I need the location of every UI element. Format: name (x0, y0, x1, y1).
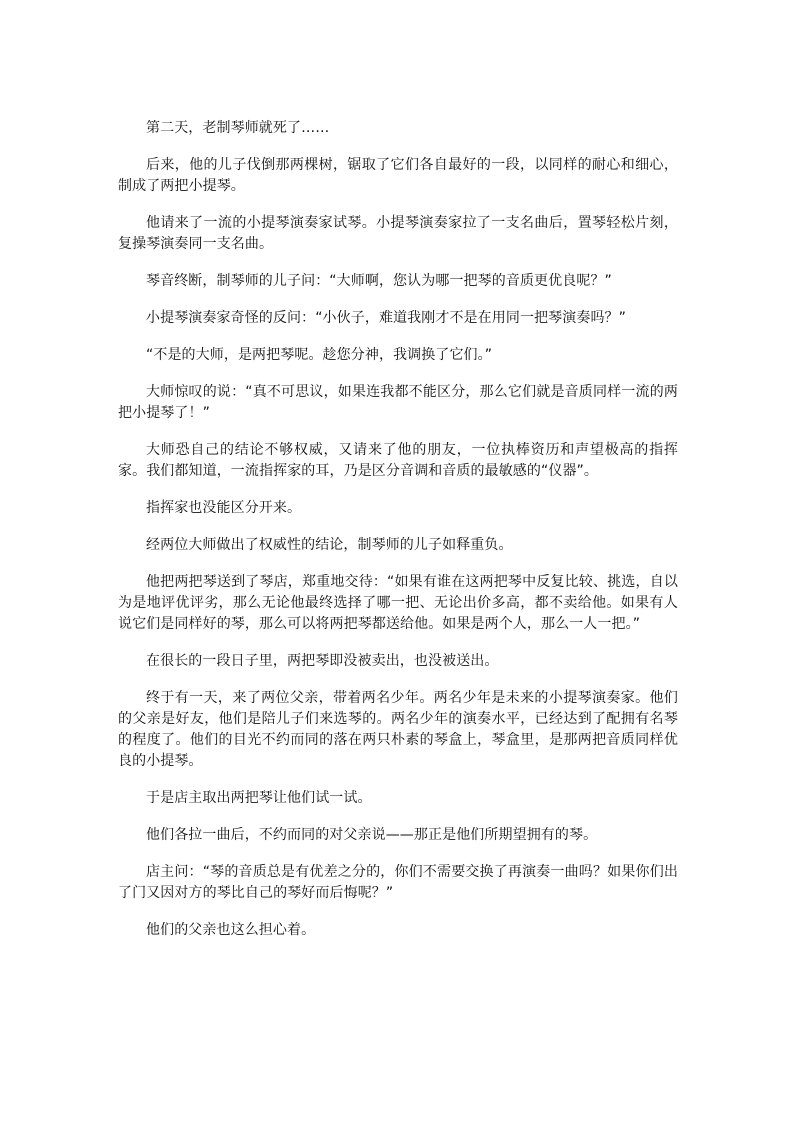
paragraph-1: 第二天，老制琴师就死了…… (146, 120, 330, 136)
paragraph-7: 大师惊叹的说：“真不可思议，如果连我都不能区分，那么它们就是音质同样一流的两把小提琴了！” (118, 384, 678, 421)
paragraph-2: 后来，他的儿子伐倒那两棵树，锯取了它们各自最好的一段，以同样的耐心和细心，制成了两把小提琴。 (118, 157, 678, 194)
paragraph-16: 店主问：“琴的音质总是有优差之分的，你们不需要交换了再演奏一曲吗？如果你们出了门又因对方的琴比自己的琴好而后悔呢？” (118, 864, 678, 901)
paragraph-17: 他们的父亲也这么担心着。 (146, 922, 316, 938)
paragraph-10: 经两位大师做出了权威性的结论，制琴师的儿子如释重负。 (146, 537, 513, 553)
paragraph-3: 他请来了一流的小提琴演奏家试琴。小提琴演奏家拉了一支名曲后，置琴轻松片刻，复操琴演奏同一支名曲。 (118, 215, 678, 252)
paragraph-12: 在很长的一段日子里，两把琴即没被卖出，也没被送出。 (146, 653, 499, 669)
paragraph-9: 指挥家也没能区分开来。 (146, 500, 302, 516)
paragraph-13: 终于有一天，来了两位父亲，带着两名少年。两名少年是未来的小提琴演奏家。他们的父亲是好友，他们是陪儿子们来选琴的。两名少年的演奏水平，已经达到了配拥有名琴的程度了。他们的目光不约而同的落在两只朴素的琴盒上，琴盒里，是那两把音质同样优良的小提琴。 (118, 690, 678, 769)
paragraph-6: “不是的大师，是两把琴呢。趁您分神，我调换了它们。” (146, 347, 493, 363)
paragraph-8: 大师恐自己的结论不够权威，又请来了他的朋友，一位执棒资历和声望极高的指挥家。我们都知道，一流指挥家的耳，乃是区分音调和音质的最敏感的“仪器”。 (118, 442, 678, 479)
document-page (118, 118, 678, 957)
paragraph-14: 于是店主取出两把琴让他们试一试。 (146, 790, 372, 806)
paragraph-11: 他把两把琴送到了琴店，郑重地交待：“如果有谁在这两把琴中反复比较、挑选，自以为是地评优评劣，那么无论他最终选择了哪一把、无论出价多高，都不卖给他。如果有人说它们是同样好的琴，那么可以将两把琴都送给他。如果是两个人，那么一人一把。” (118, 574, 678, 632)
paragraph-5: 小提琴演奏家奇怪的反问：“小伙子，难道我刚才不是在用同一把琴演奏吗？” (146, 310, 627, 326)
paragraph-15: 他们各拉一曲后，不约而同的对父亲说——那正是他们所期望拥有的琴。 (146, 827, 598, 843)
paragraph-4: 琴音终断，制琴师的儿子问：“大师啊，您认为哪一把琴的音质更优良呢？” (146, 273, 612, 289)
